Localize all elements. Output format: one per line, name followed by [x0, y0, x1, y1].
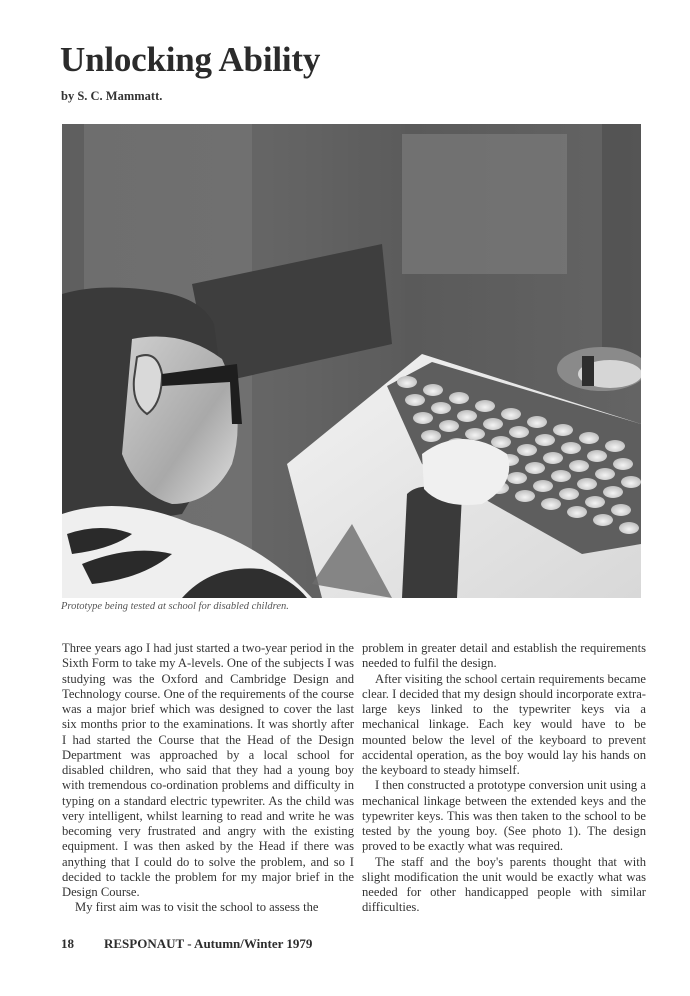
paragraph: After visiting the school certain requirements became clear. I decided that my design should incorporate extra-large keys linked to the typewriter keys via a mechanical linkage. Each key would have to be mounted below the level of the keyboard to prevent accidental operation, as the boy would lay his hands on the keyboard to steady himself.	[362, 671, 646, 777]
key	[579, 432, 599, 444]
paragraph: problem in greater detail and establish the requirements needed to fulfil the design.	[362, 641, 646, 671]
key	[457, 410, 477, 422]
key	[559, 488, 579, 500]
key	[603, 486, 623, 498]
key	[397, 376, 417, 388]
publication-name: RESPONAUT - Autumn/Winter 1979	[104, 936, 313, 951]
page-number: 18	[61, 936, 74, 951]
paragraph: I then constructed a prototype conversion unit using a mechanical linkage between the extended keys and the typewriter keys. This was then taken to the school to be tested by the young boy. (See photo 1). The design proved to be exactly what was required.	[362, 778, 646, 854]
photo-caption: Prototype being tested at school for disabled children.	[61, 601, 289, 612]
key	[431, 402, 451, 414]
key	[501, 408, 521, 420]
key	[413, 412, 433, 424]
key	[585, 496, 605, 508]
key	[475, 400, 495, 412]
paragraph: Three years ago I had just started a two-year period in the Sixth Form to take my A-levels. One of the subjects I was studying was the Oxford and Cambridge Design and Technology course. One of the requirements of the course was a major brief which was designed to cover the last six months prior to the examinations. It was shortly after I had started the Course that the Head of the Design Department was approached by a local school for disabled children, who said that they had a young boy with tremendous co-ordination problems and difficulty in typing on a standard electric typewriter. As the child was very intelligent, whilst learning to read and write he was becoming very frustrated and angry with the existing equipment. I was then asked by the Head if there was anything that I could do to solve the problem, and so I decided to tackle the problem for my major brief in the Design Course.	[62, 641, 354, 899]
key	[561, 442, 581, 454]
paragraph: My first aim was to visit the school to assess the	[75, 900, 319, 915]
key	[577, 478, 597, 490]
paragraph: The staff and the boy's parents thought that with slight modification the unit would be exactly what was needed for other handicapped people with similar difficulties.	[362, 854, 646, 915]
key	[569, 460, 589, 472]
key	[613, 458, 633, 470]
key	[405, 394, 425, 406]
key	[517, 444, 537, 456]
key	[587, 450, 607, 462]
body-column-left	[62, 641, 354, 916]
body-column-right	[362, 641, 646, 916]
key	[423, 384, 443, 396]
key	[611, 504, 631, 516]
article-title: Unlocking Ability	[60, 40, 321, 79]
key	[567, 506, 587, 518]
key	[507, 472, 527, 484]
key	[527, 416, 547, 428]
key	[449, 392, 469, 404]
key	[619, 522, 639, 534]
page-footer	[61, 936, 312, 952]
article-photo	[62, 124, 641, 598]
key	[621, 476, 641, 488]
key	[543, 452, 563, 464]
key	[491, 436, 511, 448]
key	[483, 418, 503, 430]
key	[421, 430, 441, 442]
key	[541, 498, 561, 510]
key	[535, 434, 555, 446]
author-byline: by S. C. Mammatt.	[61, 89, 163, 103]
key	[525, 462, 545, 474]
key	[509, 426, 529, 438]
key	[465, 428, 485, 440]
key	[533, 480, 553, 492]
photo-illustration	[62, 124, 641, 598]
key	[595, 468, 615, 480]
key	[439, 420, 459, 432]
key	[515, 490, 535, 502]
background-window	[402, 134, 567, 274]
key	[551, 470, 571, 482]
key	[593, 514, 613, 526]
key	[553, 424, 573, 436]
key	[605, 440, 625, 452]
